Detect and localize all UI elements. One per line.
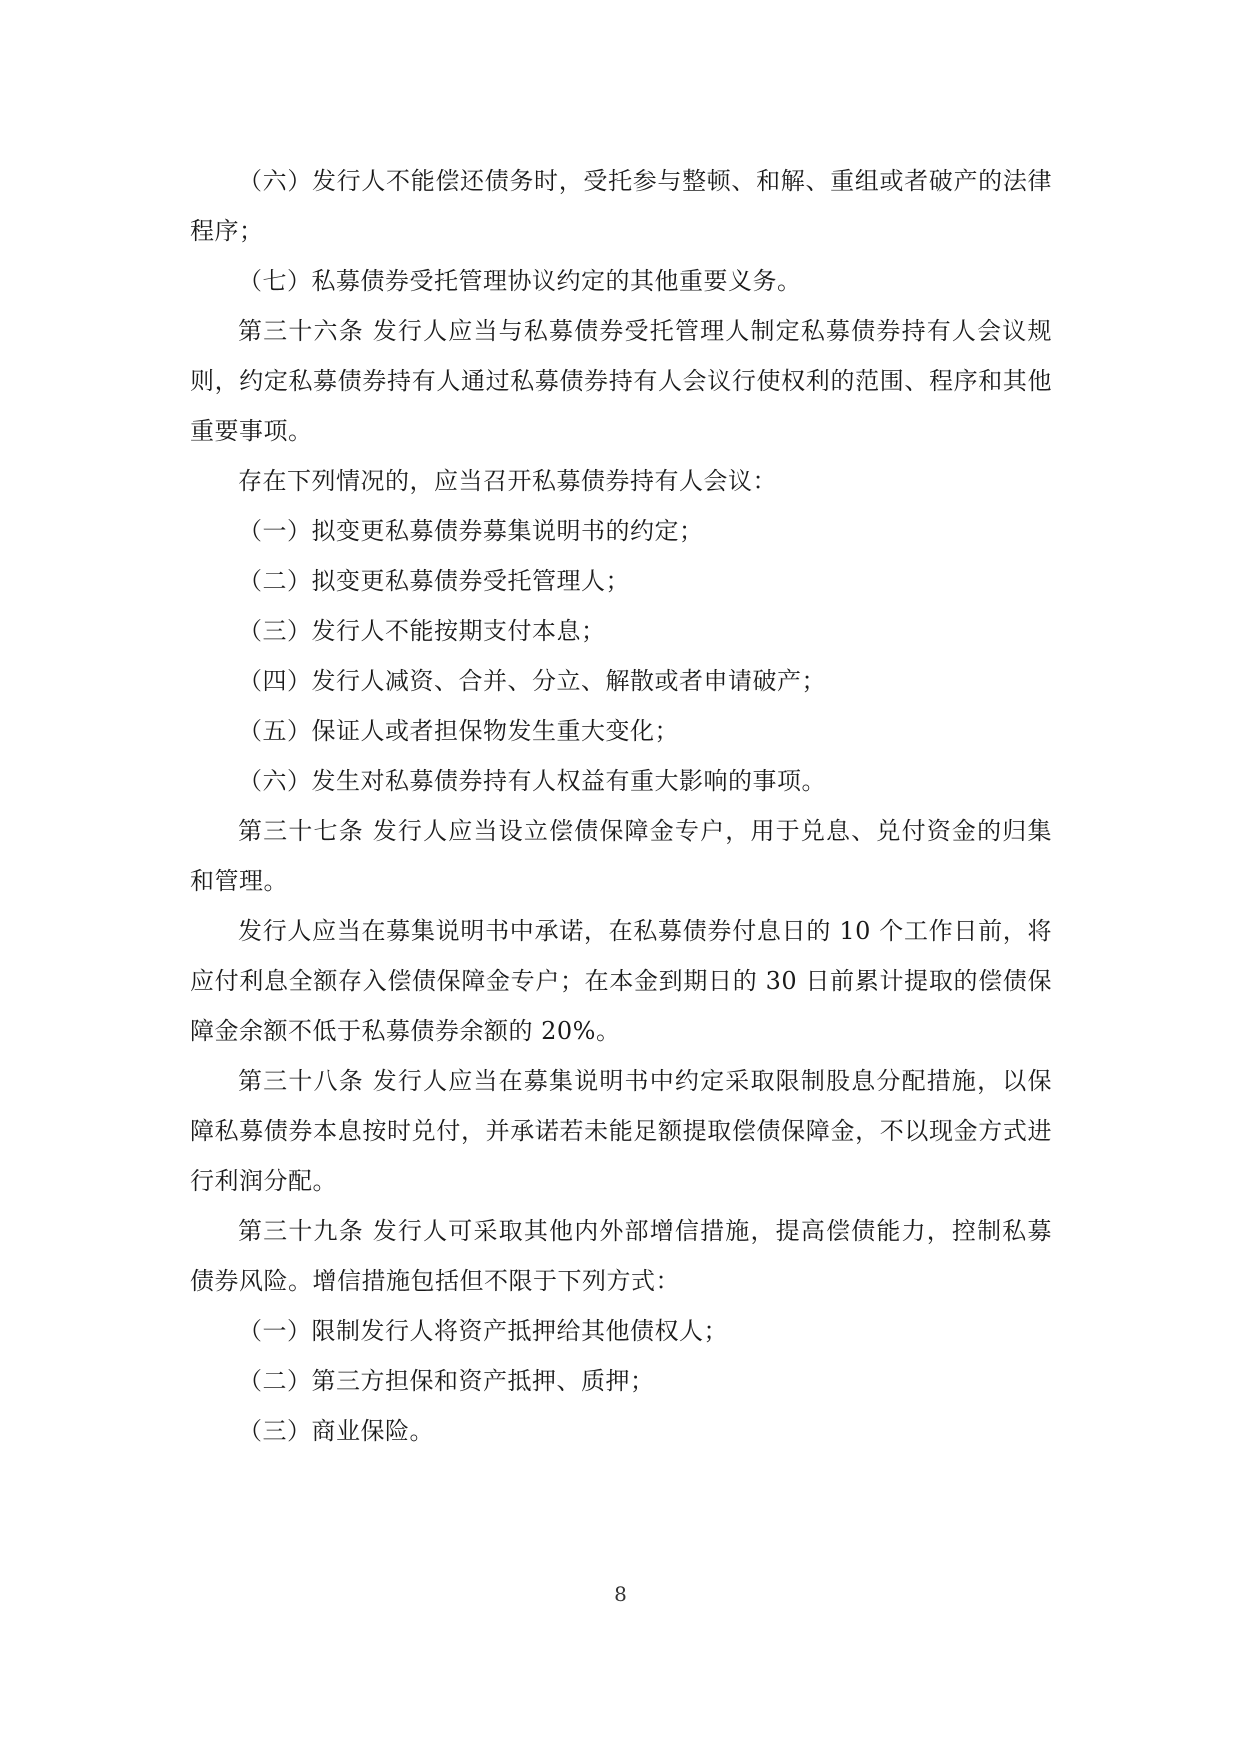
- document-body: [190, 156, 1052, 1456]
- paragraph: （六）发行人不能偿还债务时，受托参与整顿、和解、重组或者破产的法律程序；: [190, 167, 1052, 245]
- paragraph: （七）私募债券受托管理协议约定的其他重要义务。: [238, 267, 802, 295]
- paragraph: （四）发行人减资、合并、分立、解散或者申请破产；: [238, 667, 826, 695]
- paragraph: （一）拟变更私募债券募集说明书的约定；: [238, 517, 704, 545]
- paragraph: 第三十六条 发行人应当与私募债券受托管理人制定私募债券持有人会议规则，约定私募债券持有人通过私募债券持有人会议行使权利的范围、程序和其他重要事项。: [190, 317, 1052, 445]
- paragraph: 第三十七条 发行人应当设立偿债保障金专户，用于兑息、兑付资金的归集和管理。: [190, 817, 1052, 895]
- paragraph: （六）发生对私募债券持有人权益有重大影响的事项。: [238, 767, 826, 795]
- paragraph: （五）保证人或者担保物发生重大变化；: [238, 717, 679, 745]
- paragraph: 第三十八条 发行人应当在募集说明书中约定采取限制股息分配措施，以保障私募债券本息按时兑付，并承诺若未能足额提取偿债保障金，不以现金方式进行利润分配。: [190, 1067, 1052, 1195]
- paragraph: （一）限制发行人将资产抵押给其他债权人；: [238, 1317, 728, 1345]
- paragraph: （三）发行人不能按期支付本息；: [238, 617, 606, 645]
- paragraph: 第三十九条 发行人可采取其他内外部增信措施，提高偿债能力，控制私募债券风险。增信措施包括但不限于下列方式：: [190, 1217, 1052, 1295]
- paragraph: 发行人应当在募集说明书中承诺，在私募债券付息日的 10 个工作日前，将应付利息全额存入偿债保障金专户；在本金到期日的 30 日前累计提取的偿债保障金余额不低于私募债券余额的 20%。: [190, 917, 1052, 1045]
- paragraph: （三）商业保险。: [238, 1417, 434, 1445]
- paragraph: 存在下列情况的，应当召开私募债券持有人会议：: [238, 467, 777, 495]
- paragraph: （二）第三方担保和资产抵押、质押；: [238, 1367, 655, 1395]
- paragraph: （二）拟变更私募债券受托管理人；: [238, 567, 630, 595]
- page-number: 8: [614, 1582, 627, 1606]
